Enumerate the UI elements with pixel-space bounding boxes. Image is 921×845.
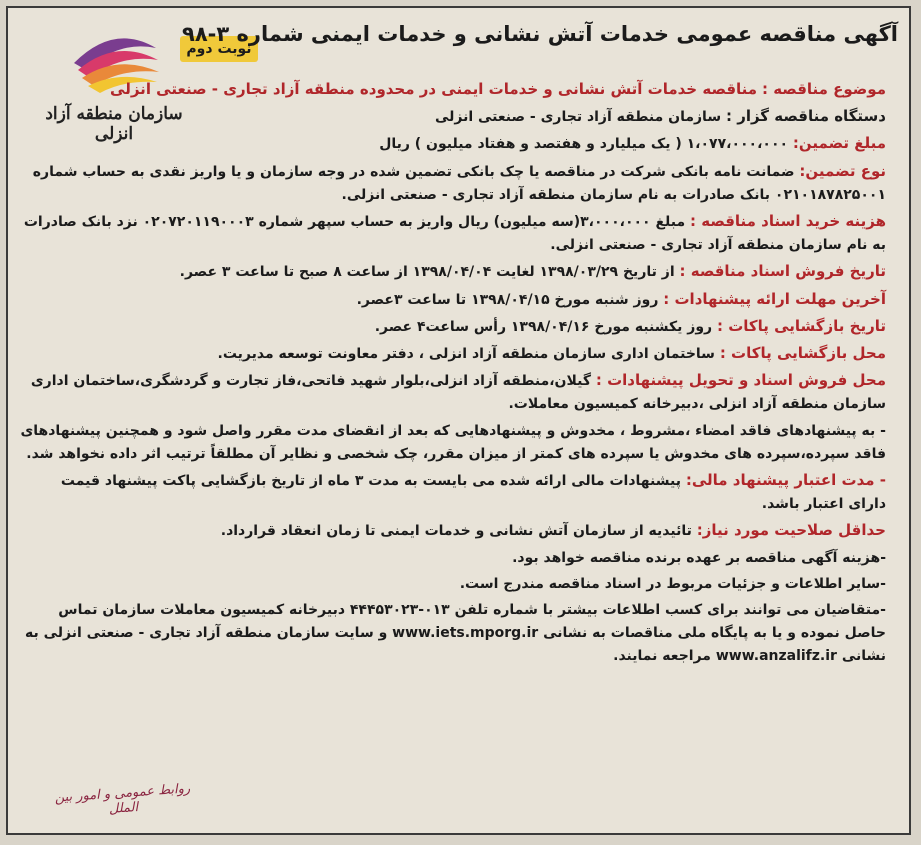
guarantee-amount-line [20,132,886,156]
opening-date-label: تاریخ بازگشایی پاکات : [716,316,886,335]
tender-notice [6,6,911,835]
sale-dates-text: از تاریخ ۱۳۹۸/۰۳/۲۹ لغایت ۱۳۹۸/۰۴/۰۴ از ساعت ۸ صبح تا ساعت ۳ عصر. [179,264,675,281]
contact-text-c: مراجعه نمایند. [613,648,711,665]
sale-place-label: محل فروش اسناد و تحویل پیشنهادات : [595,371,886,390]
opening-date-line [20,315,886,339]
deadline-text: روز شنبه مورخ ۱۳۹۸/۰۴/۱۵ تا ساعت ۳عصر. [356,291,659,308]
documents-cost-text: مبلغ ۳،۰۰۰،۰۰۰(سه میلیون) ریال واریز به حساب سپهر شماره ۰۲۰۷۲۰۱۱۹۰۰۰۳ نزد بانک صادرات به نام سازمان منطقه آزاد تجاری - صنعتی انزلی. [23,214,886,254]
validity-label: - مدت اعتبار پیشنهاد مالی: [685,471,886,490]
deadline-line [20,288,886,312]
tender-portal-link[interactable]: www.iets.mporg.ir [392,625,539,642]
subject-label: موضوع مناقصه : [761,80,886,98]
other-info-line: -سایر اطلاعات و جزئیات مربوط در اسناد مناقصه مندرج است. [459,575,886,592]
subject-text: مناقصه خدمات آتش نشانی و خدمات ایمنی در محدوده منطقه آزاد تجاری - صنعتی انزلی [110,80,758,98]
sale-dates-label: تاریخ فروش اسناد مناقصه : [679,262,886,281]
guarantee-type-line [20,160,886,207]
organizer-text: سازمان منطقه آزاد تجاری - صنعتی انزلی [434,109,722,126]
page-title: آگهی مناقصه عمومی خدمات آتش نشانی و خدمات ایمنی شماره ۳-۹۸ [182,22,898,46]
ad-cost-line: -هزینه آگهی مناقصه بر عهده برنده مناقصه خواهد بود. [512,549,886,566]
signature: روابط عمومی و امور بین الملل [54,781,191,817]
documents-cost-line [20,210,886,257]
opening-date-text: روز یکشنبه مورخ ۱۳۹۸/۰۴/۱۶ رأس ساعت۴ عصر. [374,318,713,335]
validity-line [20,469,886,516]
qualification-label: حداقل صلاحیت مورد نیاز: [696,521,886,540]
qualification-text: تائیدیه از سازمان آتش نشانی و خدمات ایمنی تا زمان انعقاد قرارداد. [220,523,692,540]
validity-text: پیشنهادات مالی ارائه شده می بایست به مدت ۳ ماه از تاریخ بازگشایی پاکت پیشنهاد قیمت دارای اعتبار باشد. [60,473,886,513]
documents-cost-label: هزینه خرید اسناد مناقصه : [690,212,886,231]
invalid-bids-line: - به پیشنهادهای فاقد امضاء ،مشروط ، مخدوش و پیشنهادهایی که بعد از انقضای مدت مقرر واصل شود و همچنین پیشنهادهای فاقد سپرده،سپرده های مخدوش یا سپرده های کمتر از میزان مقرر، چک شخصی و نظایر آن مطلقاً ترتیب اثر داده نخواهد شد. [20,422,886,462]
issue-badge: نوبت دوم [180,36,258,62]
opening-place-line [20,342,886,366]
subject-line [20,78,886,102]
guarantee-amount-text: ۱،۰۷۷،۰۰۰،۰۰۰ ( یک میلیارد و هفتصد و هفتاد میلیون ) ریال [379,136,789,153]
organizer-label: دستگاه مناقصه گزار : [725,107,886,126]
anzali-website-link[interactable]: www.anzalifz.ir [715,648,837,665]
logo-text: سازمان منطقه آزاد انزلی [45,104,183,144]
guarantee-type-label: نوع تضمین: [799,161,886,180]
opening-place-text: ساختمان اداری سازمان منطقه آزاد انزلی ، دفتر معاونت توسعه مدیریت. [217,346,715,363]
deadline-label: آخرین مهلت ارائه پیشنهادات : [663,289,886,308]
guarantee-amount-label: مبلغ تضمین: [792,134,886,153]
opening-place-label: محل بازگشایی پاکات : [719,344,886,363]
contact-text-b: و سایت سازمان منطقه آزاد تجاری - صنعتی انزلی به نشانی [24,625,886,665]
sale-dates-line [20,260,886,284]
sale-place-line [20,369,886,416]
organizer-line [20,105,886,129]
notice-body [20,78,886,672]
qualification-line [20,519,886,543]
contact-text-a: -متقاضیان می توانند برای کسب اطلاعات بیشتر با شماره تلفن ۰۱۳-۴۴۴۵۳۰۲۳ دبیرخانه کمیسیون معاملات سازمان تماس حاصل نموده و یا به پایگاه ملی مناقصات به نشانی [58,602,886,642]
contact-line [20,599,886,669]
sale-place-text: گیلان،منطقه آزاد انزلی،بلوار شهید فاتحی،فاز تجارت و گردشگری،ساختمان اداری سازمان منطقه آزاد انزلی ،دبیرخانه کمیسیون معاملات. [30,373,886,413]
guarantee-type-text: ضمانت نامه بانکی شرکت در مناقصه یا چک بانکی تضمین شده در وجه سازمان و یا واریز نقدی به حساب شماره ۰۲۱۰۱۸۷۸۲۵۰۰۱ بانک صادرات به نام سازمان منطقه آزاد تجاری - صنعتی انزلی. [32,163,886,203]
